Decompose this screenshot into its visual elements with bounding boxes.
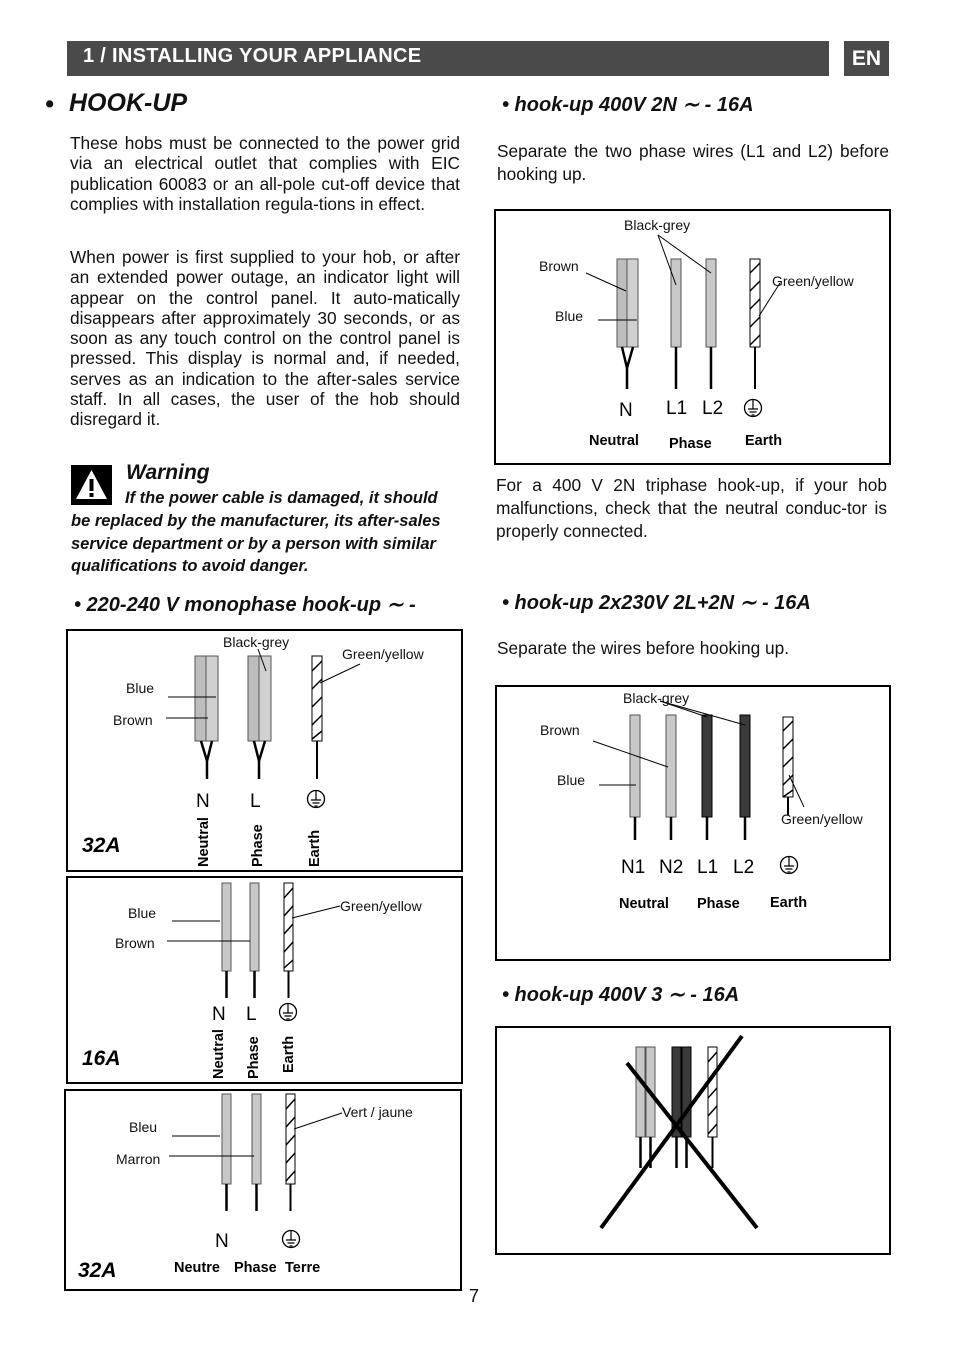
hookup-400v-3-heading: • hook-up 400V 3 ∼ - 16A (502, 984, 740, 1006)
terminal-n: N (215, 1231, 229, 1252)
hookup-2x230v-heading: • hook-up 2x230V 2L+2N ∼ - 16A (502, 592, 811, 614)
amperage-label: 32A (82, 834, 121, 857)
label-black-grey: Black-grey (223, 634, 290, 650)
diagram-400v-2n (496, 211, 889, 463)
label-blue: Blue (126, 680, 155, 696)
wire-blue (195, 656, 207, 741)
diagram-16a-box (66, 876, 463, 1084)
label-black-grey: Black-grey (624, 217, 691, 233)
monophase-heading: • 220-240 V monophase hook-up ∼ - (74, 594, 416, 616)
warning-text-line1: If the power cable is damaged, it should (125, 489, 438, 507)
earth-symbol-icon (745, 400, 762, 417)
wire-brown-blue (617, 259, 638, 347)
label-vert-jaune: Vert / jaune (342, 1104, 413, 1120)
terminal-l: L (246, 1004, 257, 1025)
terminal-n: N (212, 1004, 226, 1025)
diagram-16a (68, 878, 461, 1082)
indicator-paragraph: When power is first supplied to your hob, or after an extended power outage, an indicator light will appear on the control panel. It auto-matically disappears after approximately 30 seconds, or as soon as any touch control on the control panel is pressed. This display is normal and, if needed, serves as an indication to the after-sales service staff. In all cases, the user of the hob should disregard it. (70, 247, 460, 430)
earth-symbol-icon (280, 1004, 297, 1021)
diagram-400v-3-crossed (497, 1028, 889, 1253)
caption-neutre: Neutre (174, 1260, 220, 1276)
label-brown: Brown (113, 712, 153, 728)
hookup-heading: HOOK-UP (69, 89, 188, 117)
terminal-l2: L2 (702, 398, 724, 419)
label-brown: Brown (540, 722, 580, 738)
label-bleu: Bleu (129, 1119, 158, 1135)
hookup-bullet: • (45, 90, 54, 118)
wire-earth (750, 259, 760, 389)
wire-brown (206, 656, 218, 741)
wire-earth (312, 656, 322, 779)
caption-earth: Earth (307, 829, 323, 867)
diagram-32a-fr (66, 1091, 460, 1289)
label-marron: Marron (116, 1151, 161, 1167)
caption-earth: Earth (770, 895, 808, 911)
terminal-n2: N2 (659, 857, 684, 878)
label-blue: Blue (555, 308, 584, 324)
caption-phase: Phase (669, 436, 712, 452)
earth-symbol-icon (781, 857, 798, 874)
label-green-yellow: Green/yellow (342, 646, 424, 662)
warning-text: be replaced by the manufacturer, its after-sales service department or by a person with similar qualifications to avoid danger. (71, 512, 441, 575)
terminal-l2: L2 (733, 857, 755, 878)
label-brown: Brown (539, 258, 579, 274)
amperage-label: 16A (82, 1047, 121, 1070)
wire-earth (284, 883, 293, 998)
intro-paragraph: These hobs must be connected to the power grid via an electrical outlet that complies with EIC publication 60083 or an all-pole cut-off device that complies with installation regula-tions in effect. (70, 133, 460, 214)
terminal-n: N (619, 400, 633, 421)
diagram-32a-box (66, 629, 463, 872)
caption-earth: Earth (745, 433, 783, 449)
caption-neutral: Neutral (589, 433, 639, 449)
label-black-grey: Black-grey (623, 690, 690, 706)
earth-symbol-icon (308, 791, 325, 808)
warning-title: Warning (126, 461, 210, 484)
wire-earth (708, 1047, 717, 1168)
caption-phase: Phase (697, 896, 740, 912)
caption-neutral: Neutral (196, 817, 212, 867)
wire-earth (286, 1094, 295, 1211)
diagram-2x230v-box (495, 685, 891, 961)
terminal-n1: N1 (621, 857, 646, 878)
caption-neutral: Neutral (211, 1029, 227, 1079)
label-blue: Blue (557, 772, 586, 788)
wire-earth (783, 717, 793, 815)
wire-phase-pair (248, 656, 271, 741)
diagram-400v-3-box (495, 1026, 891, 1255)
hookup-400v-2n-heading: • hook-up 400V 2N ∼ - 16A (502, 94, 754, 116)
diagram-32a (68, 631, 461, 870)
amperage-label: 32A (78, 1259, 117, 1282)
label-green-yellow: Green/yellow (772, 273, 854, 289)
diagram-400v-2n-box (494, 209, 891, 465)
caption-neutral: Neutral (619, 896, 669, 912)
label-green-yellow: Green/yellow (340, 898, 422, 914)
diagram-32a-fr-box (64, 1089, 462, 1291)
label-brown: Brown (115, 935, 155, 951)
caption-terre: Terre (285, 1260, 321, 1276)
hookup-400v-2n-text: Separate the two phase wires (L1 and L2) before hooking up. (497, 141, 889, 184)
hookup-2x230v-text: Separate the wires before hooking up. (497, 638, 790, 658)
language-badge: EN (844, 41, 889, 76)
terminal-l1: L1 (666, 398, 688, 419)
caption-phase: Phase (246, 1036, 262, 1079)
earth-symbol-icon (283, 1231, 300, 1248)
hookup-400v-note: For a 400 V 2N triphase hook-up, if your hob malfunctions, check that the neutral conduc-tor is properly connected. (496, 475, 887, 541)
terminal-l: L (250, 791, 261, 812)
terminal-n: N (196, 791, 210, 812)
page-number: 7 (469, 1286, 480, 1306)
section-title: 1 / INSTALLING YOUR APPLIANCE (83, 45, 422, 67)
warning-icon (71, 465, 112, 505)
terminal-l1: L1 (697, 857, 719, 878)
label-blue: Blue (128, 905, 157, 921)
diagram-2x230v (497, 687, 889, 959)
caption-phase: Phase (250, 824, 266, 867)
caption-phase: Phase (234, 1260, 277, 1276)
label-green-yellow: Green/yellow (781, 811, 863, 827)
caption-earth: Earth (281, 1035, 297, 1073)
